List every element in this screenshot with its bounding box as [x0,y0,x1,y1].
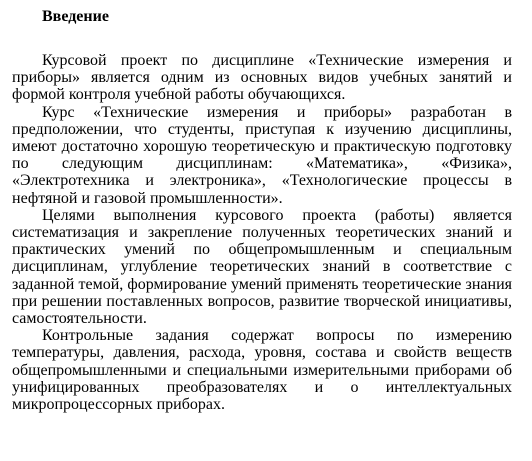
paragraph-control-tasks: Контрольные задания содержат вопросы по измерению температуры, давления, расхода, уровня, состава и свойств веществ общепромышленными и специальными измерительными приборами об унифицированных преобразователях и о интеллектуальных микропроцессорных приборах. [12,327,512,414]
section-heading: Введение [42,8,109,25]
document-body [12,52,512,413]
paragraph-course-prerequisites: Курс «Технические измерения и приборы» разработан в предположении, что студенты, приступая к изучению дисциплины, имеют достаточно хорошую теоретическую и практическую подготовку по следующим дисциплинам: «Математика», «Физика», «Электротехника и электроника», «Технологические процессы в нефтяной и газовой промышленности». [12,103,512,207]
paragraph-intro: Курсовой проект по дисциплине «Технические измерения и приборы» является одним из основных видов учебных занятий и формой контроля учебной работы обучающихся. [12,52,512,104]
paragraph-project-goals: Целями выполнения курсового проекта (работы) является систематизация и закрепление полученных теоретических знаний и практических умений по общепромышленным и специальным дисциплинам, углубление теоретических знаний в соответствие с заданной темой, формирование умений применять теоретические знания при решении поставленных вопросов, развитие творческой инициативы, самостоятельности. [12,206,512,328]
